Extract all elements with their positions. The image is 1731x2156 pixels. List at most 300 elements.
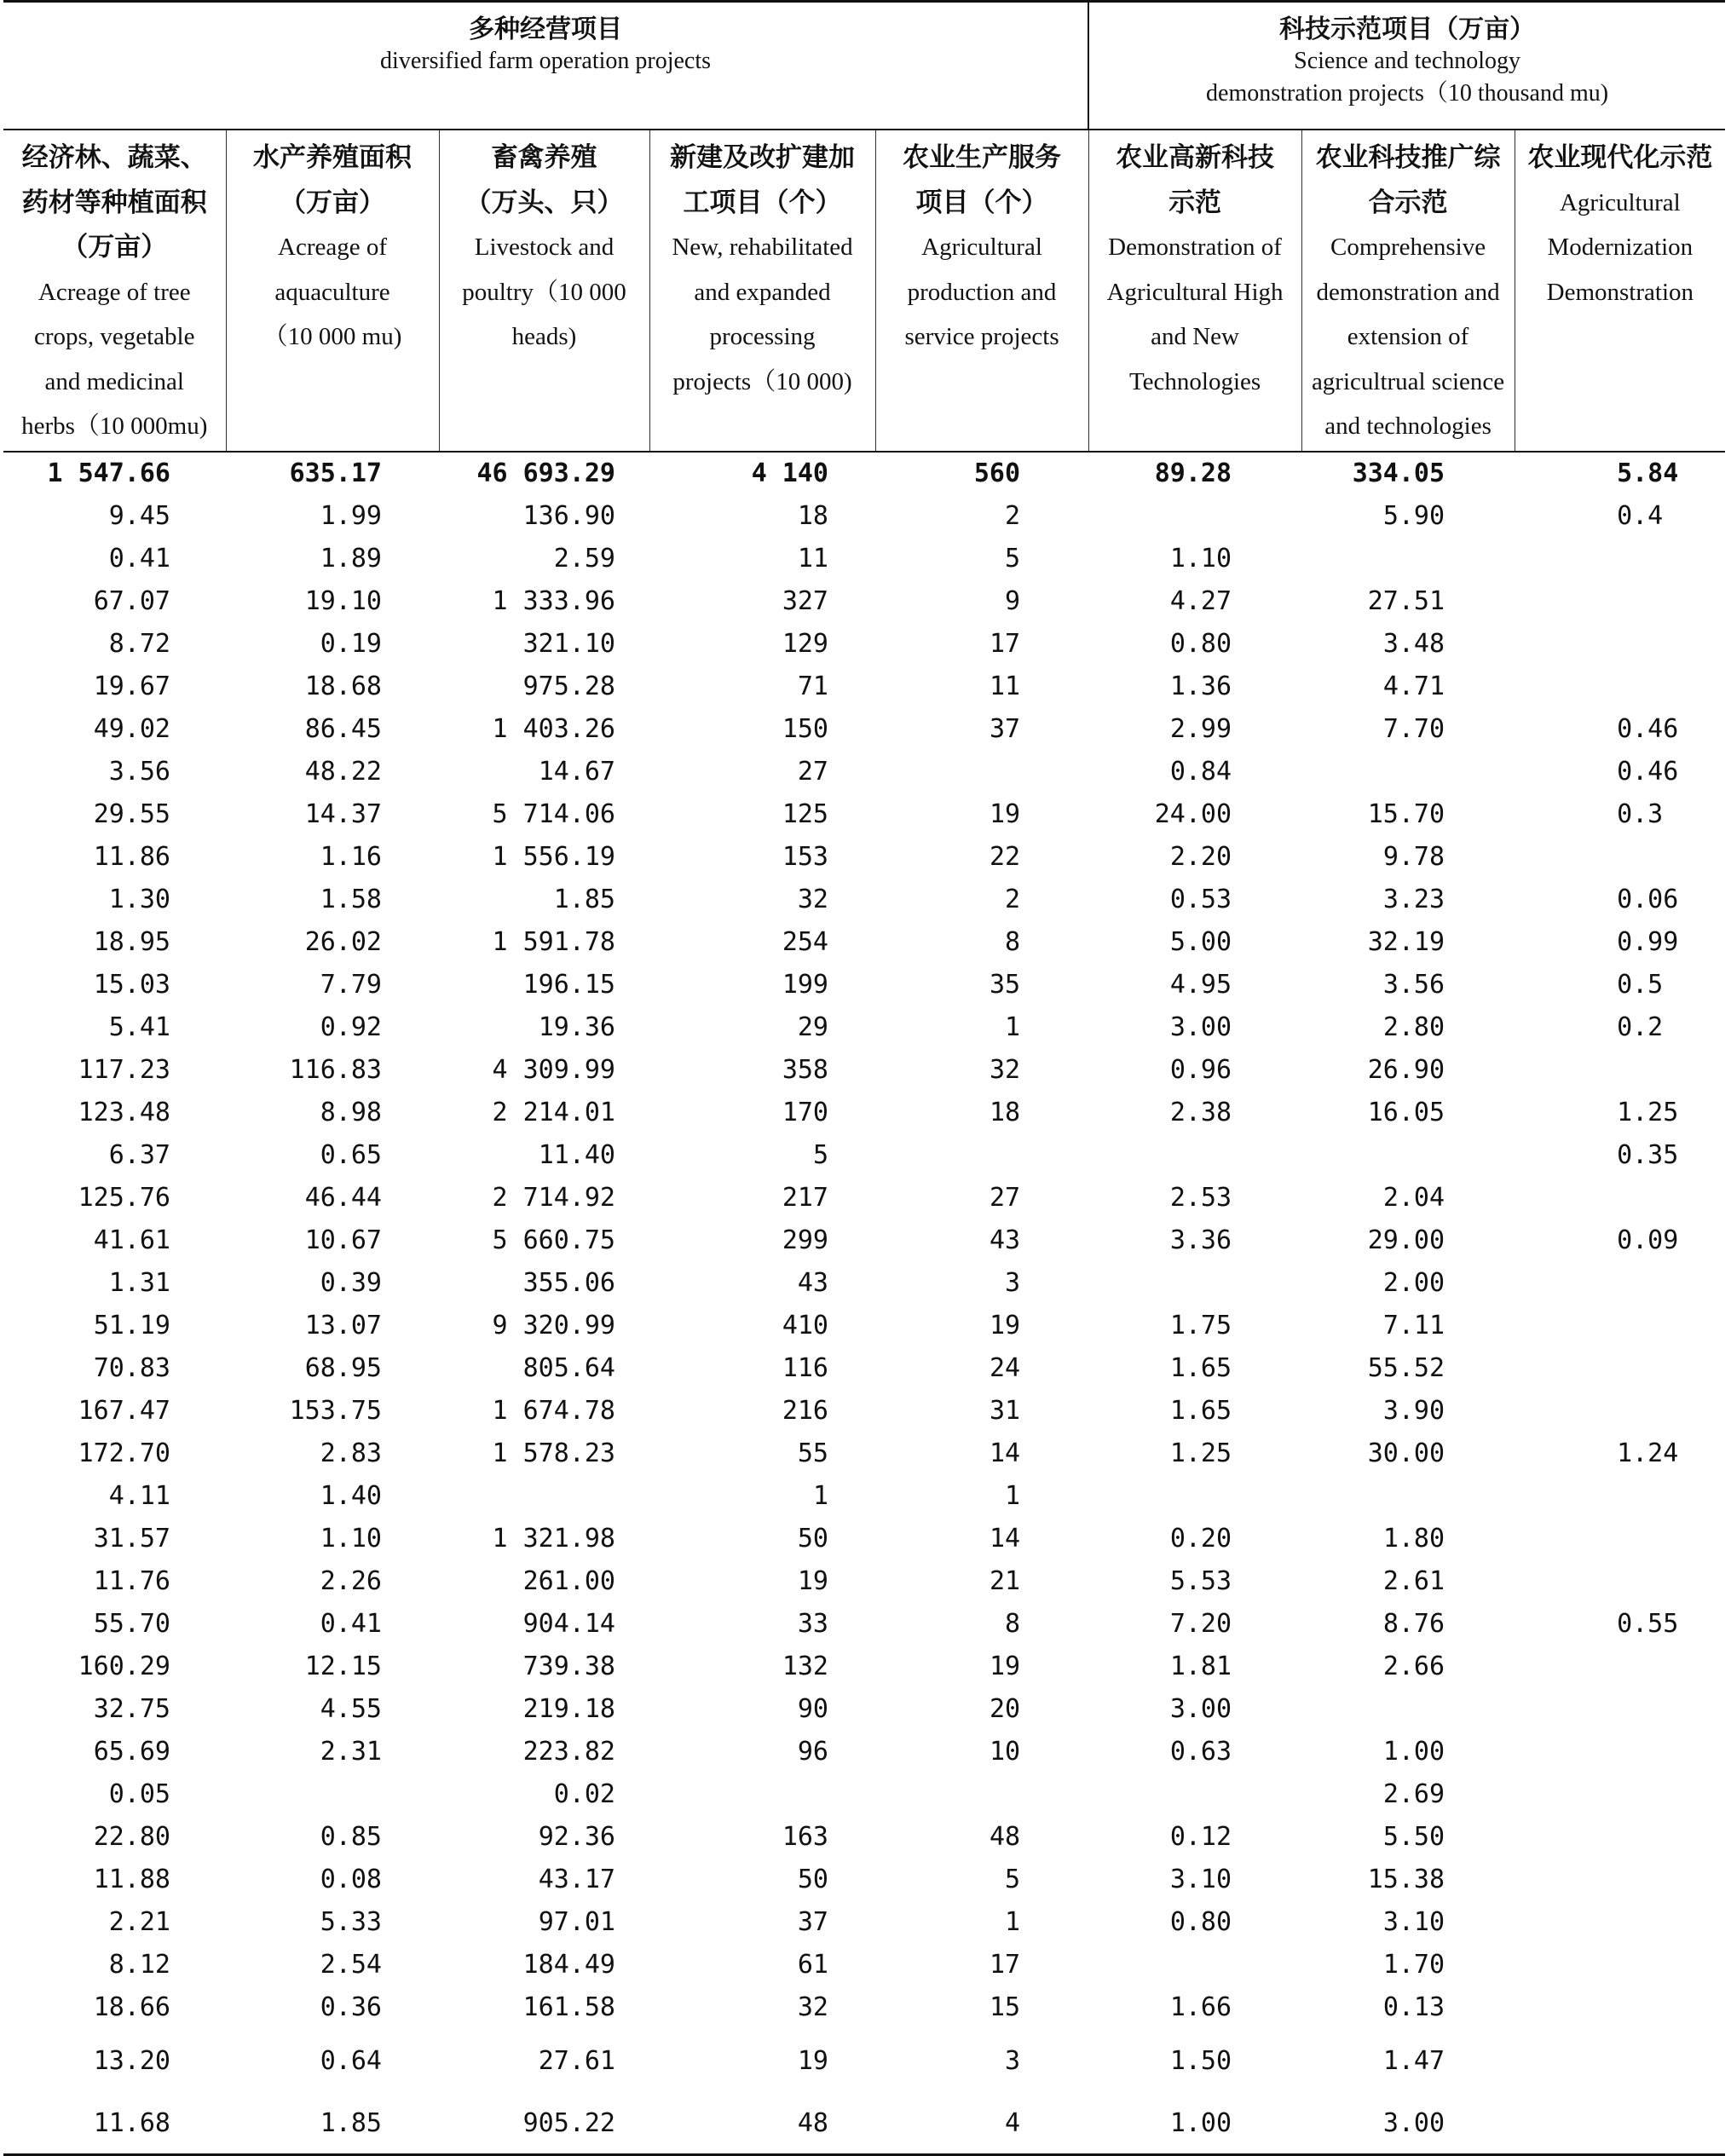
table-cell: 11.76	[93, 1566, 170, 1596]
table-row	[3, 1603, 1725, 1646]
table-cell: 2 714.92	[492, 1183, 615, 1213]
table-cell: 136.90	[522, 501, 615, 531]
table-cell: 1.99	[320, 501, 382, 531]
table-cell: 26.90	[1367, 1055, 1445, 1085]
table-cell: 50	[797, 1524, 828, 1554]
table-cell: 3	[1005, 2046, 1021, 2076]
table-cell: 55.52	[1367, 1353, 1445, 1383]
table-cell	[875, 1773, 1088, 1816]
table-cell: 1	[1005, 1481, 1021, 1511]
table-cell: 2.59	[553, 544, 615, 574]
table-cell: 5 714.06	[492, 799, 615, 829]
table-cell	[1515, 1305, 1725, 1347]
table-cell: 2.26	[320, 1566, 382, 1596]
column-header-en-line: Acreage of tree	[38, 278, 191, 306]
table-cell	[1088, 1773, 1301, 1816]
table-cell: 1 674.78	[492, 1396, 615, 1426]
table-cell: 327	[782, 586, 828, 616]
table-cell: 1.47	[1382, 2046, 1445, 2076]
table-cell: 2.20	[1169, 842, 1232, 872]
table-row	[3, 1262, 1725, 1305]
table-cell: 29.55	[93, 799, 170, 829]
column-header-en-line: service projects	[904, 323, 1059, 350]
table-cell: 334.05	[1352, 458, 1445, 488]
table-cell: 16.05	[1367, 1098, 1445, 1127]
table-cell: 6.37	[108, 1140, 170, 1170]
table-cell	[1515, 1177, 1725, 1219]
table-cell: 5	[1005, 1865, 1021, 1894]
table-row	[3, 1006, 1725, 1049]
table-cell: 0.39	[320, 1268, 382, 1298]
table-cell: 261.00	[522, 1566, 615, 1596]
table-cell: 1.50	[1169, 2046, 1232, 2076]
table-cell: 11	[989, 672, 1021, 701]
column-header-en-line: extension of	[1347, 323, 1469, 350]
table-row	[3, 793, 1725, 836]
table-cell: 92.36	[538, 1822, 615, 1852]
table-row	[3, 836, 1725, 879]
table-cell: 15.03	[93, 970, 170, 1000]
column-header-cn-line: （万亩）	[61, 232, 168, 262]
table-cell: 46.44	[304, 1183, 382, 1213]
table-cell: 3.56	[1382, 970, 1445, 1000]
table-cell: 254	[782, 927, 828, 957]
table-cell: 170	[782, 1098, 828, 1127]
table-cell	[1088, 1944, 1301, 1986]
table-cell: 0.92	[320, 1012, 382, 1042]
table-cell: 1	[1005, 1907, 1021, 1937]
table-cell	[1515, 1518, 1725, 1560]
table-cell	[1515, 1901, 1725, 1944]
table-cell: 35	[989, 970, 1021, 1000]
table-cell: 1.66	[1169, 1992, 1232, 2022]
table-row	[3, 1347, 1725, 1390]
table-cell	[1515, 1816, 1725, 1859]
table-cell: 32	[797, 885, 828, 914]
table-cell: 1.36	[1169, 672, 1232, 701]
table-cell: 18	[989, 1098, 1021, 1127]
table-row	[3, 1688, 1725, 1731]
table-cell: 1.16	[320, 842, 382, 872]
table-cell: 1.40	[320, 1481, 382, 1511]
column-header-en-line: Acreage of	[278, 233, 387, 261]
table-cell: 1.70	[1382, 1950, 1445, 1980]
column-header-cn-line: 工项目（个）	[683, 187, 842, 218]
table-cell: 8.98	[320, 1098, 382, 1127]
table-cell: 9.78	[1382, 842, 1445, 872]
table-cell: 27	[989, 1183, 1021, 1213]
table-cell: 15.38	[1367, 1865, 1445, 1894]
table-cell: 65.69	[93, 1737, 170, 1767]
table-cell: 11	[797, 544, 828, 574]
table-cell: 43.17	[538, 1865, 615, 1894]
table-cell: 19	[989, 1652, 1021, 1681]
column-header-7	[1515, 130, 1725, 452]
table-cell: 49.02	[93, 714, 170, 744]
table-cell	[1088, 1262, 1301, 1305]
table-cell: 196.15	[522, 970, 615, 1000]
table-cell: 90	[797, 1694, 828, 1724]
table-cell: 1.80	[1382, 1524, 1445, 1554]
table-cell: 37	[797, 1907, 828, 1937]
table-cell: 0.3	[1617, 799, 1664, 829]
table-row	[3, 1859, 1725, 1901]
table-cell: 27.61	[538, 2046, 615, 2076]
table-cell: 31	[989, 1396, 1021, 1426]
table-cell: 150	[782, 714, 828, 744]
table-cell: 0.20	[1169, 1524, 1232, 1554]
column-header-en-line: poultry（10 000	[462, 278, 626, 306]
column-header-en-line: Agricultural High	[1106, 278, 1284, 306]
table-cell: 8	[1005, 927, 1021, 957]
column-header-en-line: and expanded	[694, 278, 831, 306]
table-row	[3, 964, 1725, 1006]
table-row	[3, 1305, 1725, 1347]
table-cell: 0.13	[1382, 1992, 1445, 2022]
table-cell	[1515, 1773, 1725, 1816]
table-cell: 48	[989, 1822, 1021, 1852]
table-cell: 96	[797, 1737, 828, 1767]
table-cell: 2.04	[1382, 1183, 1445, 1213]
table-cell	[1515, 836, 1725, 879]
table-cell: 8	[1005, 1609, 1021, 1639]
table-cell: 11.40	[538, 1140, 615, 1170]
table-cell: 1.25	[1169, 1438, 1232, 1468]
table-cell: 4 309.99	[492, 1055, 615, 1085]
table-cell	[1515, 538, 1725, 580]
table-cell: 22	[989, 842, 1021, 872]
column-header-0	[3, 130, 226, 452]
table-cell	[439, 1475, 649, 1518]
table-cell: 0.80	[1169, 629, 1232, 659]
table-row	[3, 1901, 1725, 1944]
table-cell: 8.12	[108, 1950, 170, 1980]
table-cell: 41.61	[93, 1225, 170, 1255]
table-cell: 3	[1005, 1268, 1021, 1298]
table-row	[3, 1773, 1725, 1816]
table-cell: 13.07	[304, 1311, 382, 1340]
table-cell: 18.66	[93, 1992, 170, 2022]
table-cell: 19	[989, 1311, 1021, 1340]
table-cell	[1515, 1986, 1725, 2029]
group-header-right-cn: 科技示范项目（万亩）	[1279, 14, 1536, 44]
table-cell: 1 556.19	[492, 842, 615, 872]
table-row	[3, 1433, 1725, 1475]
table-cell: 20	[989, 1694, 1021, 1724]
column-header-cn-line: 水产养殖面积	[253, 142, 412, 173]
table-cell: 0.64	[320, 2046, 382, 2076]
column-header-en-line: processing	[709, 323, 816, 350]
group-header-science-technology-demonstration	[1088, 2, 1725, 130]
table-cell: 37	[989, 714, 1021, 744]
table-cell	[875, 751, 1088, 793]
table-cell: 11.86	[93, 842, 170, 872]
column-header-en-line: Agricultural	[921, 233, 1042, 261]
table-row	[3, 1177, 1725, 1219]
table-cell: 4.95	[1169, 970, 1232, 1000]
table-cell: 355.06	[522, 1268, 615, 1298]
column-header-cn-line: （万头、只）	[464, 187, 624, 218]
column-header-cn-line: 农业科技推广综	[1315, 142, 1501, 173]
table-cell: 1 591.78	[492, 927, 615, 957]
table-cell: 19.10	[304, 586, 382, 616]
table-cell: 5.84	[1617, 458, 1679, 488]
table-cell: 3.10	[1382, 1907, 1445, 1937]
table-cell: 0.4	[1617, 501, 1664, 531]
table-cell: 0.41	[320, 1609, 382, 1639]
table-cell: 0.19	[320, 629, 382, 659]
table-row	[3, 921, 1725, 964]
data-table	[3, 0, 1725, 2156]
table-cell: 0.08	[320, 1865, 382, 1894]
table-cell: 43	[797, 1268, 828, 1298]
column-header-cn-line: 农业生产服务	[903, 142, 1062, 173]
table-row	[3, 495, 1725, 538]
table-cell: 10.67	[304, 1225, 382, 1255]
table-cell: 15	[989, 1992, 1021, 2022]
column-header-en-line: Modernization	[1547, 233, 1693, 261]
table-cell: 18.68	[304, 672, 382, 701]
table-cell: 0.46	[1617, 757, 1679, 787]
table-cell: 0.05	[108, 1779, 170, 1809]
table-cell: 1 403.26	[492, 714, 615, 744]
table-cell: 2.21	[108, 1907, 170, 1937]
table-cell	[226, 1773, 439, 1816]
table-cell: 1 578.23	[492, 1438, 615, 1468]
table-cell: 0.09	[1617, 1225, 1679, 1255]
table-cell: 4 140	[751, 458, 828, 488]
table-body	[3, 452, 1725, 2155]
table-cell: 129	[782, 629, 828, 659]
table-cell: 2.99	[1169, 714, 1232, 744]
table-cell	[1088, 1475, 1301, 1518]
table-cell: 0.12	[1169, 1822, 1232, 1852]
column-header-1	[226, 130, 439, 452]
table-cell: 13.20	[93, 2046, 170, 2076]
table-cell: 17	[989, 1950, 1021, 1980]
column-header-cn-line: （万亩）	[280, 187, 385, 218]
table-cell: 3.48	[1382, 629, 1445, 659]
table-cell: 5 660.75	[492, 1225, 615, 1255]
table-cell: 31.57	[93, 1524, 170, 1554]
table-cell: 32	[989, 1055, 1021, 1085]
column-header-en-line: aquaculture	[274, 278, 390, 306]
table-cell: 24	[989, 1353, 1021, 1383]
table-cell: 904.14	[522, 1609, 615, 1639]
table-cell: 7.11	[1382, 1311, 1445, 1340]
table-cell	[1301, 1134, 1515, 1177]
table-cell: 14	[989, 1438, 1021, 1468]
table-cell: 0.55	[1617, 1609, 1679, 1639]
table-cell: 50	[797, 1865, 828, 1894]
table-cell: 19	[989, 799, 1021, 829]
column-header-en-line: Demonstration	[1546, 278, 1693, 306]
table-row	[3, 1475, 1725, 1518]
table-cell: 2.83	[320, 1438, 382, 1468]
table-cell: 2.66	[1382, 1652, 1445, 1681]
table-cell: 2.61	[1382, 1566, 1445, 1596]
table-cell: 48	[649, 2094, 875, 2155]
table-cell: 19	[797, 1566, 828, 1596]
table-cell: 46 693.29	[476, 458, 615, 488]
table-cell: 33	[797, 1609, 828, 1639]
table-cell: 125	[782, 799, 828, 829]
table-row	[3, 1731, 1725, 1773]
table-cell: 89.28	[1154, 458, 1232, 488]
table-cell: 1.81	[1169, 1652, 1232, 1681]
table-cell: 7.20	[1169, 1609, 1232, 1639]
table-cell: 805.64	[522, 1353, 615, 1383]
table-cell: 0.96	[1169, 1055, 1232, 1085]
column-header-3	[649, 130, 875, 452]
table-cell: 1.65	[1169, 1353, 1232, 1383]
table-cell: 32.75	[93, 1694, 170, 1724]
table-cell	[1515, 1049, 1725, 1092]
table-cell: 3.10	[1169, 1865, 1232, 1894]
table-row	[3, 2094, 1725, 2155]
table-cell: 410	[782, 1311, 828, 1340]
table-cell: 61	[797, 1950, 828, 1980]
column-header-en-line: Demonstration of	[1108, 233, 1282, 261]
table-cell: 153.75	[289, 1396, 382, 1426]
table-cell: 116.83	[289, 1055, 382, 1085]
table-cell: 7.79	[320, 970, 382, 1000]
table-cell: 3.36	[1169, 1225, 1232, 1255]
table-cell: 17	[989, 629, 1021, 659]
column-header-en-line: production and	[907, 278, 1057, 306]
table-cell: 55.70	[93, 1609, 170, 1639]
table-cell: 0.84	[1169, 757, 1232, 787]
column-header-en-line: Technologies	[1128, 367, 1261, 395]
table-cell: 123.48	[78, 1098, 170, 1127]
table-cell: 3.00	[1301, 2094, 1515, 2155]
table-cell: 2.38	[1169, 1098, 1232, 1127]
table-cell: 32.19	[1367, 927, 1445, 957]
table-cell: 86.45	[304, 714, 382, 744]
table-cell: 71	[797, 672, 828, 701]
table-cell: 2 214.01	[492, 1098, 615, 1127]
table-row	[3, 580, 1725, 623]
table-row	[3, 1944, 1725, 1986]
table-cell: 5	[812, 1140, 828, 1170]
table-cell: 172.70	[78, 1438, 170, 1468]
column-header-en-line: and New	[1151, 323, 1239, 350]
table-cell: 48.22	[304, 757, 382, 787]
table-cell: 9	[1005, 586, 1021, 616]
table-cell: 739.38	[522, 1652, 615, 1681]
table-cell: 1 333.96	[492, 586, 615, 616]
table-cell: 0.65	[320, 1140, 382, 1170]
table-cell: 116	[782, 1353, 828, 1383]
table-cell	[875, 1134, 1088, 1177]
table-cell: 0.5	[1617, 970, 1664, 1000]
column-header-en-line: heads)	[511, 323, 577, 350]
table-cell: 1.85	[226, 2094, 439, 2155]
table-cell: 117.23	[78, 1055, 170, 1085]
table-cell: 2.80	[1382, 1012, 1445, 1042]
table-cell: 10	[989, 1737, 1021, 1767]
table-cell: 19.36	[538, 1012, 615, 1042]
table-cell	[1515, 580, 1725, 623]
table-cell: 216	[782, 1396, 828, 1426]
table-row	[3, 1092, 1725, 1134]
table-row	[3, 1518, 1725, 1560]
table-cell	[1515, 1688, 1725, 1731]
table-cell: 0.2	[1617, 1012, 1664, 1042]
table-cell	[1515, 1560, 1725, 1603]
group-header-right-en2: demonstration projects（10 thousand mu)	[1206, 80, 1609, 107]
table-cell: 975.28	[522, 672, 615, 701]
table-cell: 0.99	[1617, 927, 1679, 957]
table-cell	[1515, 1859, 1725, 1901]
table-row	[3, 1816, 1725, 1859]
table-cell	[1515, 1646, 1725, 1688]
table-cell: 8.76	[1382, 1609, 1445, 1639]
table-cell: 4.71	[1382, 672, 1445, 701]
table-cell: 4.11	[108, 1481, 170, 1511]
table-row	[3, 708, 1725, 751]
column-header-cn-line: 农业现代化示范	[1527, 142, 1713, 173]
table-cell: 1.75	[1169, 1311, 1232, 1340]
table-cell: 2	[1005, 501, 1021, 531]
table-cell: 14.37	[304, 799, 382, 829]
table-cell: 19	[797, 2046, 828, 2076]
table-cell: 1.89	[320, 544, 382, 574]
table-cell: 3.90	[1382, 1396, 1445, 1426]
group-header-diversified-farm-operation	[3, 2, 1088, 130]
table-cell: 9 320.99	[492, 1311, 615, 1340]
table-cell: 1 321.98	[492, 1524, 615, 1554]
table-cell: 29	[797, 1012, 828, 1042]
table-cell: 2.54	[320, 1950, 382, 1980]
table-cell: 27.51	[1367, 586, 1445, 616]
table-cell: 2.00	[1382, 1268, 1445, 1298]
column-header-en-line: Agricultural	[1559, 188, 1681, 216]
table-cell: 22.80	[93, 1822, 170, 1852]
table-row	[3, 751, 1725, 793]
table-cell: 1.24	[1617, 1438, 1679, 1468]
column-header-6	[1301, 130, 1515, 452]
table-cell: 5.33	[320, 1907, 382, 1937]
table-cell: 29.00	[1367, 1225, 1445, 1255]
table-cell: 1	[1005, 1012, 1021, 1042]
table-row	[3, 1049, 1725, 1092]
table-cell	[1515, 1731, 1725, 1773]
table-cell: 14.67	[538, 757, 615, 787]
table-cell: 1.65	[1169, 1396, 1232, 1426]
table-cell: 43	[989, 1225, 1021, 1255]
table-cell	[1301, 538, 1515, 580]
table-row	[3, 1646, 1725, 1688]
column-header-en-line: Comprehensive	[1330, 233, 1486, 261]
column-header-en-line: and medicinal	[44, 367, 184, 395]
table-cell	[1515, 1262, 1725, 1305]
table-row-total	[3, 452, 1725, 495]
table-cell: 0.02	[553, 1779, 615, 1809]
table-cell: 905.22	[439, 2094, 649, 2155]
table-cell: 2.31	[320, 1737, 382, 1767]
column-header-cn-line: 药材等种植面积	[21, 187, 207, 218]
table-cell: 32	[797, 1992, 828, 2022]
table-header	[3, 2, 1725, 453]
table-cell	[1088, 495, 1301, 538]
table-cell: 1 547.66	[47, 458, 170, 488]
table-cell: 3.56	[108, 757, 170, 787]
table-cell: 18	[797, 501, 828, 531]
column-header-cn-line: 畜禽养殖	[491, 142, 597, 173]
column-header-en-line: demonstration and	[1316, 278, 1500, 306]
table-cell: 15.70	[1367, 799, 1445, 829]
